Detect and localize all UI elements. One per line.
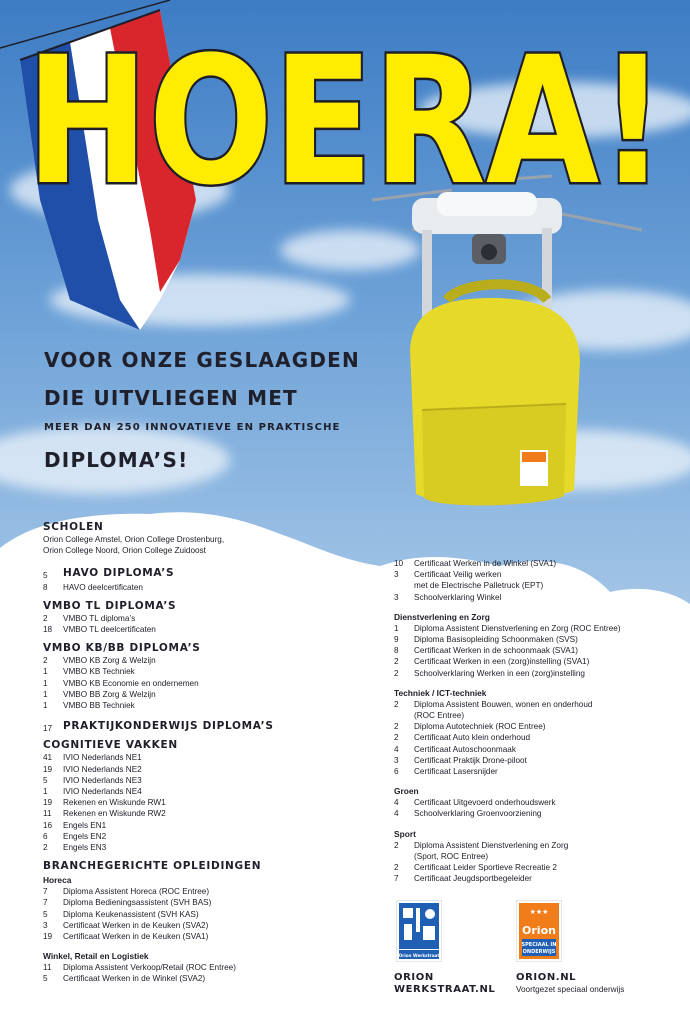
list-item: 2 Diploma Assistent Dienstverlening en Zorg <box>394 840 569 850</box>
list-item: 2 Schoolverklaring Werken in een (zorg)instelling <box>394 668 585 678</box>
winkel-title: Winkel, Retail en Logistiek <box>43 951 149 962</box>
list-item: 3 Certificaat Werken in de Keuken (SVA2) <box>43 920 209 930</box>
orion-werkstraat-logo-icon <box>396 900 442 962</box>
cognitief-title: COGNITIEVE VAKKEN <box>43 739 178 752</box>
scholen-title: SCHOLEN <box>43 521 104 533</box>
list-item: 2 Certificaat Leider Sportieve Recreatie 2 <box>394 863 557 873</box>
orion-wordmark: Orion <box>522 924 556 937</box>
list-item: 19 IVIO Nederlands NE2 <box>43 764 142 774</box>
list-item: 18 VMBO TL deelcertificaten <box>43 625 156 635</box>
scholen-line: Orion College Amstel, Orion College Drostenburg, <box>43 535 225 544</box>
headline-line-2: DIE UITVLIEGEN MET <box>44 386 298 410</box>
list-item: 1 Diploma Assistent Dienstverlening en Zorg (ROC Entree) <box>394 623 621 633</box>
list-item: 19 Certificaat Werken in de Keuken (SVA1) <box>43 932 209 942</box>
hoera-text: HOERA! <box>26 32 666 212</box>
headline-line-3: MEER DAN 250 INNOVATIEVE EN PRAKTISCHE <box>44 422 341 433</box>
list-item: 1 VMBO BB Techniek <box>43 701 135 711</box>
vmbo-kb-title: VMBO KB/BB DIPLOMA’S <box>43 642 201 655</box>
list-item: 7 Diploma Assistent Horeca (ROC Entree) <box>43 887 210 897</box>
list-item: 9 Diploma Basisopleiding Schoonmaken (SVS) <box>394 635 578 645</box>
list-item: 1 VMBO BB Zorg & Welzijn <box>43 689 156 699</box>
list-item: 3 Schoolverklaring Winkel <box>394 592 502 602</box>
list-item: 10 Certificaat Werken in de Winkel (SVA1) <box>394 559 557 568</box>
headline-line-1: VOOR ONZE GESLAAGDEN <box>44 348 360 372</box>
scholen-line: Orion College Noord, Orion College Zuidoost <box>43 546 206 556</box>
list-item: 7 Certificaat Jeugdsportbegeleider <box>394 874 532 884</box>
list-item: 5 Diploma Keukenassistent (SVH KAS) <box>43 909 199 919</box>
list-item: 41 IVIO Nederlands NE1 <box>43 753 142 763</box>
dienst-title: Dienstverlening en Zorg <box>394 611 490 622</box>
orion-tagline: Voortgezet speciaal onderwijs <box>516 985 625 994</box>
list-item: 8 Certificaat Werken in de schoonmaak (SVA1) <box>394 646 578 656</box>
logos <box>394 900 684 1010</box>
right-column <box>394 558 684 884</box>
count: 17 <box>43 724 53 734</box>
orion-sub-2: ONDERWIJS <box>522 949 556 955</box>
list-item: met de Electrische Palletruck (EPT) <box>414 581 544 591</box>
list-item: 5 Certificaat Werken in de Winkel (SVA2) <box>43 974 206 984</box>
list-item: 2 Certificaat Werken in een (zorg)instelling (SVA1) <box>394 657 590 667</box>
list-item: (Sport, ROC Entree) <box>414 851 489 861</box>
werkstraat-name-line-1: ORION <box>394 972 434 983</box>
sport-title: Sport <box>394 828 416 839</box>
list-item: 2 VMBO TL diploma’s <box>43 613 136 623</box>
werkstraat-name-line-2[interactable]: WERKSTRAAT.NL <box>394 984 496 995</box>
list-item: 16 Engels EN1 <box>43 820 107 830</box>
list-item: 2 Engels EN3 <box>43 843 107 853</box>
list-item: 7 Diploma Bedieningsassistent (SVH BAS) <box>43 898 212 908</box>
list-item: 19 Rekenen en Wiskunde RW1 <box>43 798 166 808</box>
orion-logo-icon <box>516 900 562 962</box>
list-item: 1 VMBO KB Techniek <box>43 667 135 677</box>
list-item: 4 Schoolverklaring Groenvoorziening <box>394 809 542 819</box>
headline-line-4: DIPLOMA’S! <box>44 448 189 472</box>
havo-title: HAVO DIPLOMA’S <box>63 567 175 580</box>
praktijk-heading <box>43 720 373 734</box>
list-item: 1 VMBO KB Economie en ondernemen <box>43 678 199 688</box>
list-item: 4 Certificaat Autoschoonmaak <box>394 744 516 754</box>
praktijk-title: PRAKTIJKONDERWIJS DIPLOMA’S <box>63 720 274 733</box>
count: 5 <box>43 571 48 581</box>
list-item: 6 Engels EN2 <box>43 831 107 841</box>
list-item: 3 Certificaat Veilig werken <box>394 570 502 580</box>
list-item: 2 VMBO KB Zorg & Welzijn <box>43 656 156 666</box>
groen-title: Groen <box>394 786 419 797</box>
list-item: 1 IVIO Nederlands NE4 <box>43 787 142 797</box>
stars-icon: ★★★ <box>529 908 549 916</box>
list-item: 2 Diploma Assistent Bouwen, wonen en onderhoud <box>394 699 593 709</box>
hoera-title <box>26 32 686 212</box>
werkstraat-small-label: Orion Werkstraat <box>398 953 440 958</box>
list-item: 4 Certificaat Uitgevoerd onderhoudswerk <box>394 798 556 808</box>
vmbo-tl-title: VMBO TL DIPLOMA’S <box>43 599 177 612</box>
horeca-title: Horeca <box>43 875 72 886</box>
havo-heading <box>43 567 373 581</box>
list-item: 2 Diploma Autotechniek (ROC Entree) <box>394 722 546 732</box>
orion-sub-1: SPECIAAL IN <box>521 942 557 948</box>
list-item: (ROC Entree) <box>414 711 465 721</box>
orion-site-link[interactable]: ORION.NL <box>516 972 577 983</box>
list-item: 11 Diploma Assistent Verkoop/Retail (ROC Entree) <box>43 963 236 973</box>
techniek-title: Techniek / ICT-techniek <box>394 687 487 698</box>
list-item: 5 IVIO Nederlands NE3 <box>43 775 142 785</box>
list-item: 6 Certificaat Lasersnijder <box>394 767 498 777</box>
list-item: 11 Rekenen en Wiskunde RW2 <box>43 809 166 819</box>
backpack-icon <box>410 284 580 505</box>
left-column <box>43 521 373 985</box>
list-item: 2 Certificaat Auto klein onderhoud <box>394 733 531 743</box>
branche-title: BRANCHEGERICHTE OPLEIDINGEN <box>43 860 262 873</box>
list-item: 8 HAVO deelcertificaten <box>43 582 143 592</box>
drone-with-backpack <box>352 160 652 520</box>
list-item: 3 Certificaat Praktijk Drone-piloot <box>394 755 527 765</box>
